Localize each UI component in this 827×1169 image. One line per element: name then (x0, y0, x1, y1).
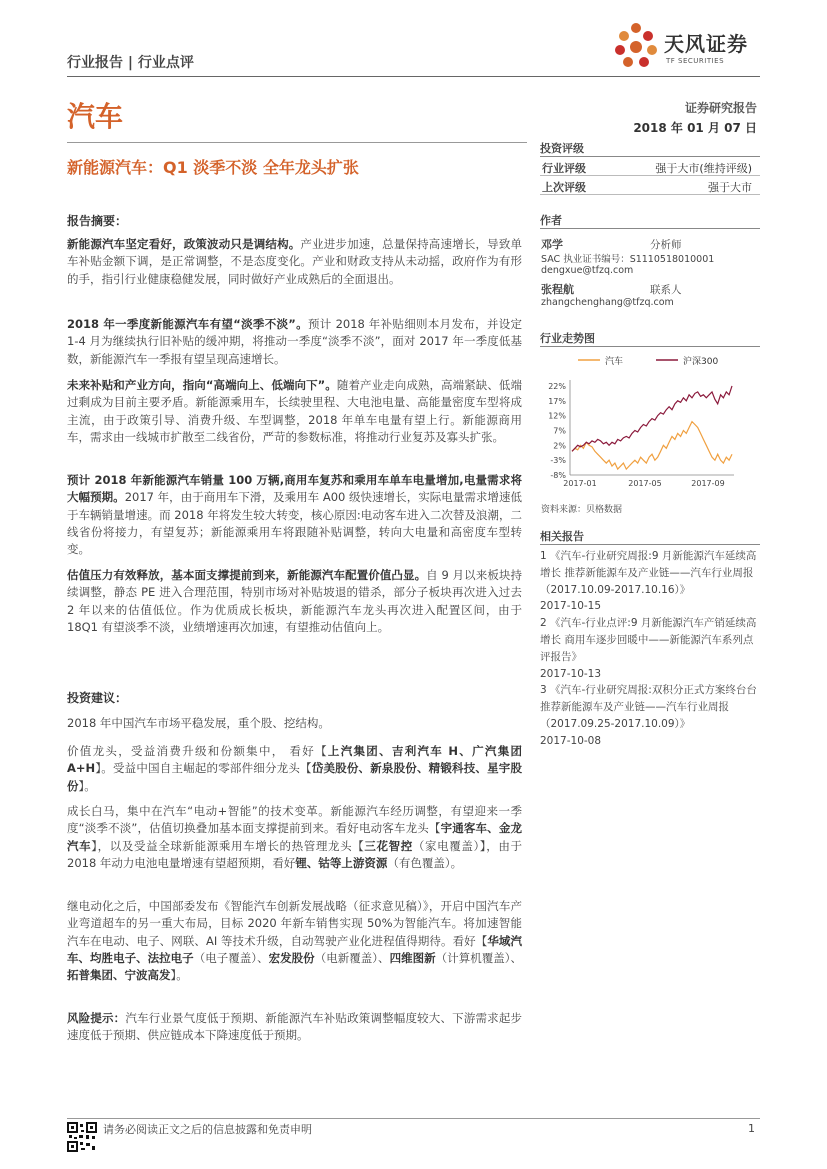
y-tick-label: 17% (548, 396, 566, 406)
stock-picks: 宏发股份 (268, 950, 315, 965)
paragraph-body: 2017 年，由于商用车下滑，及乘用车 A00 级快速增长，实际电量需求增速低于车辆销量增速。而 2018 年将发生较大转变，核心原因:电动客车进入二次替及浪潮，二线省份将接力，有望复苏；新能源乘用车将跟随补贴调整，转向大电量和高密度车型转变。 (67, 490, 523, 557)
trend-heading: 行业走势图 (540, 330, 760, 347)
main-title: 新能源汽车：Q1 淡季不淡 全年龙头扩张 (67, 158, 359, 177)
summary-paragraph (67, 377, 522, 446)
text-run: （家电覆盖）】，由于 2018 年动力电池电量增速有望超预期，看好 (67, 838, 522, 870)
y-tick-label: 2% (553, 441, 566, 451)
author1-name: 邓学 (541, 238, 563, 251)
summary-paragraph (67, 316, 522, 368)
legend-label-auto: 汽车 (605, 357, 624, 367)
paragraph-lead: 新能源汽车坚定看好，政策波动只是调结构。 (67, 237, 301, 251)
industry-title: 汽车 (67, 100, 124, 133)
related-heading: 相关报告 (540, 528, 760, 545)
summary-paragraph (67, 236, 522, 288)
text-run: 】。受益中国自主崛起的零部件细分龙头【 (95, 761, 312, 776)
brand-name-en: TF SECURITIES (666, 57, 725, 65)
related-report-date: 2017-10-13 (540, 667, 602, 680)
paragraph-body: 自 9 月以来板块持续调整，静态 PE 进入合理范围，特别市场对补贴坡退的错杀，部分子板块再次进入过去 2 年以来的估值低位。作为优质成长板块，新能源汽车龙头再次进入配置区间，由于 18Q1 有望淡季不淡，业绩增速再次加速，有望推动估值向上。 (67, 568, 522, 634)
text-run: 继电动化之后，中国部委发布《智能汽车创新发展战略（征求意见稿）》，开启中国汽车产业弯道超车的另一重大布局，目标 2020 年新车销售实现 50%为智能汽车。将加速智能汽车在电动、电子、网联、AI 等技术升级，自动驾驶产业化进程值得期待。看好【 (67, 899, 522, 948)
advice-paragraph-growth (67, 803, 522, 872)
legend-label-hs300: 沪深300 (683, 357, 719, 367)
author2-name: 张程航 (541, 283, 574, 296)
related-reports (540, 548, 760, 750)
author2-email[interactable]: zhangchenghang@tfzq.com (541, 297, 674, 308)
related-report-title[interactable]: 2 《汽车-行业点评:9 月新能源汽车产销延续高增长 商用车逐步回暖中——新能源汽车系列点评报告》 (540, 617, 757, 663)
text-run: 】，以及受益全球新能源乘用车增长的热管理龙头【 (91, 838, 365, 853)
paragraph-body: 预计 2018 年补贴细则本月发布，并设定 1-4 月为继续执行旧补贴的缓冲期，将推动一季度“淡季不淡”，面对 2017 年一季度低基数，新能源汽车一季报有望呈现高速增长。 (67, 317, 523, 366)
paragraph-body: 随着产业走向成熟，高端紧缺、低端过剩成为目前主要矛盾。新能源乘用车，长续驶里程、大电池电量、高能量密度车型将成主流，由于政策引导、消费升级、车型调整，2018 年单车电量有望上行。新能源商用车，需求由一线城市扩散至二线省份，严苛的参数标准，将推动行业复苏及寡头扩张。 (67, 378, 522, 444)
last-rating-label: 上次评级 (542, 181, 586, 194)
text-run: 价值龙头，受益消费升级和份额集中， 看好【 (67, 744, 328, 758)
text-run: 】。 (170, 968, 188, 983)
header-divider (67, 76, 760, 77)
text-run: （电新覆盖）、 (314, 950, 390, 965)
risk-body: 汽车行业景气度低于预期、新能源汽车补贴政策调整幅度较大、下游需求起步速度低于预期、供应链成本下降速度低于预期。 (67, 1011, 522, 1043)
page-number: 1 (748, 1122, 755, 1135)
related-report[interactable] (540, 615, 760, 682)
industry-rating-label: 行业评级 (542, 162, 586, 175)
summary-section (67, 212, 522, 229)
author1-email[interactable]: dengxue@tfzq.com (541, 265, 634, 276)
y-tick-label: 22% (548, 381, 566, 391)
summary-paragraph (67, 472, 522, 558)
last-rating-value: 强于大市 (708, 181, 752, 194)
industry-rating-value: 强于大市(维持评级) (655, 162, 752, 175)
stock-picks: 岱美股份、新泉股份、精锻科技、星宇股份 (67, 761, 522, 793)
doc-type: 行业报告 | 行业点评 (67, 55, 194, 71)
title-divider (67, 142, 527, 143)
text-run: （计算机覆盖）、 (435, 950, 523, 965)
author-heading: 作者 (540, 212, 760, 229)
paragraph-lead: 估值压力有效释放，基本面支撑提前到来，新能源汽车配置价值凸显。 (67, 568, 427, 582)
stock-picks: 锂、钴等上游资源 (295, 855, 388, 870)
paragraph-body: 产业进步加速，总量保持高速增长，导致单车补贴金额下调，是正常调整，不是态度变化。产业和财政支持从未动摇，政府作为有形的手，指引行业健康稳健发展，同时做好产业成熟后的全面退出。 (67, 237, 522, 286)
advice-paragraph-value (67, 743, 522, 795)
related-report-date: 2017-10-15 (540, 600, 602, 613)
report-date: 2018 年 01 月 07 日 (633, 121, 757, 135)
related-report-title[interactable]: 1 《汽车-行业研究周报:9 月新能源汽车延续高增长 推荐新能源车及产业链——汽车行业周报（2017.10.09-2017.10.16）》 (540, 550, 757, 596)
stock-picks: 华域汽车、均胜电子、法拉电子 (67, 933, 522, 965)
qr-code-icon[interactable] (67, 1122, 97, 1152)
risk-lead: 风险提示： (67, 1011, 126, 1025)
summary-paragraph (67, 567, 522, 636)
related-report[interactable] (540, 548, 760, 615)
stock-picks: 宇通客车、金龙汽车 (67, 821, 522, 853)
x-tick-label: 2017-05 (628, 479, 662, 488)
footer-divider (67, 1118, 760, 1119)
stock-picks: 上汽集团、吉利汽车 H、广汽集团 A+H (67, 744, 522, 776)
trend-chart (538, 350, 760, 500)
paragraph-lead: 2018 年一季度新能源汽车有望“淡季不淡”。 (67, 317, 308, 331)
summary-heading: 报告摘要： (67, 214, 128, 228)
advice-heading: 投资建议： (67, 691, 128, 705)
related-report-title[interactable]: 3 《汽车-行业研究周报:双积分正式方案终台台 推荐新能源车及产业链——汽车行业周报（2017.09.25-2017.10.09）》 (540, 684, 757, 730)
related-report-date: 2017-10-08 (540, 734, 602, 747)
related-report[interactable] (540, 682, 760, 749)
industry-rating-row (540, 159, 760, 176)
x-tick-label: 2017-01 (563, 479, 597, 488)
stock-picks: 拓普集团、宁波高发 (67, 968, 171, 983)
stock-picks: 三花智控 (364, 838, 413, 853)
stock-picks: 四维图新 (389, 950, 436, 965)
advice-section (67, 689, 522, 706)
advice-intro: 2018 年中国汽车市场平稳发展，重个股、挖结构。 (67, 716, 330, 730)
text-run: 】。 (78, 778, 96, 793)
y-tick-label: -3% (550, 456, 566, 466)
chart-source: 资料来源：贝格数据 (541, 505, 623, 515)
text-run: （电子覆盖）、 (193, 950, 269, 965)
brand-logo (612, 20, 762, 72)
risk-warning (67, 1010, 522, 1045)
text-run: 成长白马，集中在汽车“电动+智能”的技术变革。新能源汽车经历调整，有望迎来一季度“淡季不淡”，估值切换叠加基本面支撑提前到来。看好电动客车龙头【 (67, 804, 522, 836)
brand-name: 天风证券 (664, 32, 748, 56)
y-tick-label: 12% (548, 411, 566, 421)
series-line-hs300 (572, 386, 732, 451)
last-rating-row (540, 178, 760, 195)
paragraph-lead: 预计 2018 年新能源汽车销量 100 万辆,商用车复苏和乘用车单车电量增加,电量需求将大幅预期。 (67, 473, 522, 505)
logo-flower-icon (612, 20, 660, 72)
paragraph-lead: 未来补贴和产业方向，指向“高端向上、低端向下”。 (67, 378, 337, 392)
report-kind: 证券研究报告 (684, 101, 757, 115)
x-tick-label: 2017-09 (691, 479, 725, 488)
advice-paragraph-intelligent (67, 898, 522, 984)
series-line-auto (572, 422, 732, 470)
author1-cert: SAC 执业证书编号：S1110518010001 (541, 254, 715, 265)
author1-role: 分析师 (650, 239, 682, 251)
disclaimer-note: 请务必阅读正文之后的信息披露和免责申明 (103, 1123, 312, 1136)
text-run: （有色覆盖）。 (387, 855, 463, 870)
y-tick-label: -8% (550, 471, 566, 480)
y-tick-label: 7% (553, 426, 566, 436)
rating-heading: 投资评级 (540, 140, 760, 157)
author2-role: 联系人 (650, 284, 682, 296)
